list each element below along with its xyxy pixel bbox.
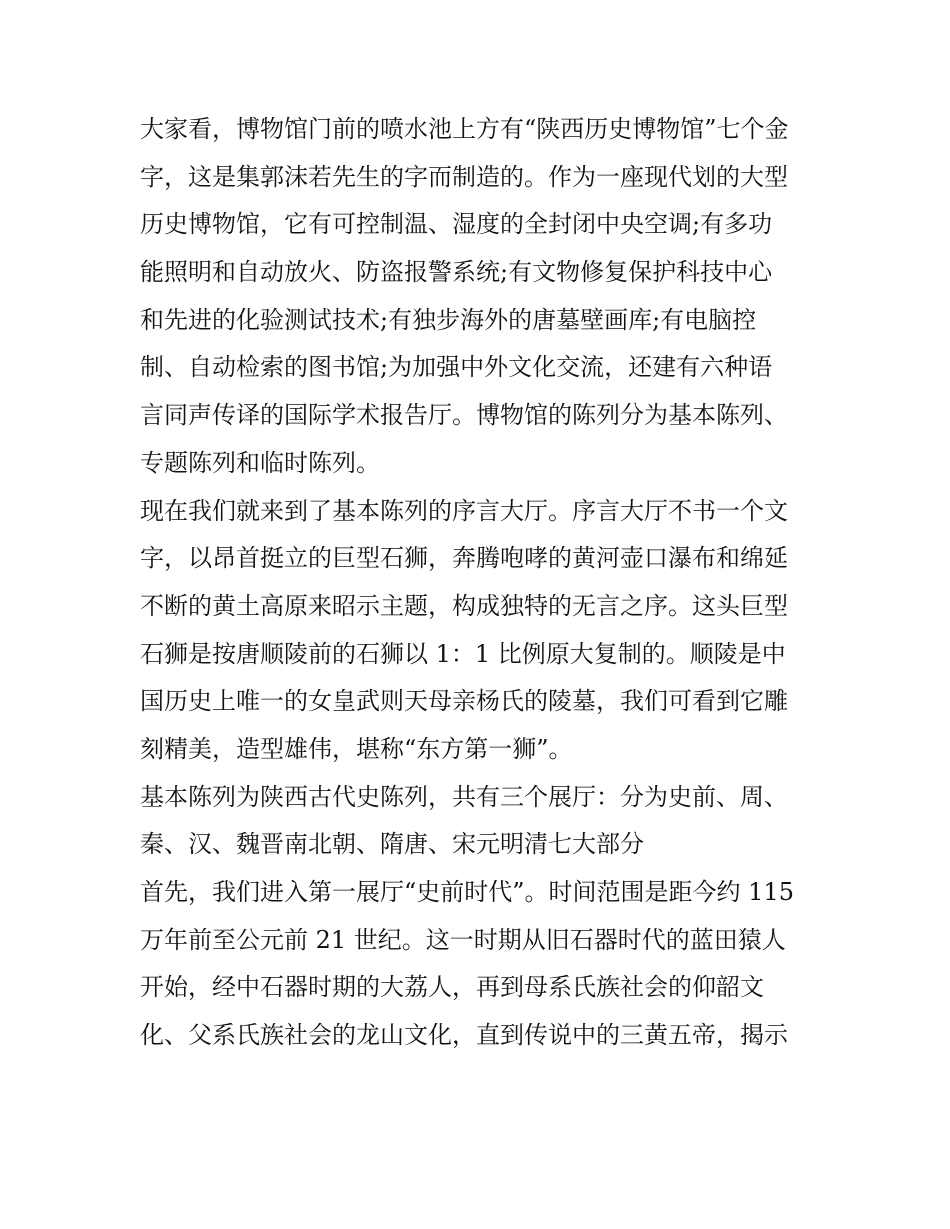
text-line: 大家看，博物馆门前的喷水池上方有“陕西历史博物馆”七个金 [140,115,789,143]
document-body [140,106,820,1060]
paragraph-preface-hall [140,488,820,774]
text-line: 字，这是集郭沫若先生的字而制造的。作为一座现代划的大型 [140,162,788,191]
text-line: 不断的黄土高原来昭示主题，构成独特的无言之序。这头巨型 [140,591,788,620]
text-line: 制、自动检索的图书馆;为加强中外文化交流，还建有六种语 [140,353,773,382]
text-line: 石狮是按唐顺陵前的石狮以 1：1 比例原大复制的。顺陵是中 [140,639,786,668]
text-line: 现在我们就来到了基本陈列的序言大厅。序言大厅不书一个文 [140,496,788,525]
text-line: 开始，经中石器时期的大荔人，再到母系氏族社会的仰韶文 [140,973,764,1002]
text-line: 基本陈列为陕西古代史陈列，共有三个展厅：分为史前、周、 [140,782,788,811]
paragraph-basic-exhibition [140,774,820,869]
text-line: 能照明和自动放火、防盗报警系统;有文物修复保护科技中心 [140,258,773,287]
text-line: 首先，我们进入第一展厅“史前时代”。时间范围是距今约 115 [140,878,794,906]
paragraph-prehistoric-hall [140,869,820,1060]
text-line: 专题陈列和临时陈列。 [140,448,380,477]
text-line: 国历史上唯一的女皇武则天母亲杨氏的陵墓，我们可看到它雕 [140,687,788,716]
text-line: 刻精美，造型雄伟，堪称“东方第一狮”。 [140,734,573,763]
text-line: 和先进的化验测试技术;有独步海外的唐墓壁画库;有电脑控 [140,305,757,334]
text-line: 秦、汉、魏晋南北朝、隋唐、宋元明清七大部分 [140,830,644,859]
text-line: 化、父系氏族社会的龙山文化，直到传说中的三黄五帝，揭示 [140,1021,788,1050]
text-line: 万年前至公元前 21 世纪。这一时期从旧石器时代的蓝田猿人 [140,925,786,954]
paragraph-museum-intro [140,106,820,488]
text-line: 言同声传译的国际学术报告厅。博物馆的陈列分为基本陈列、 [140,401,788,430]
text-line: 字，以昂首挺立的巨型石狮，奔腾咆哮的黄河壶口瀑布和绵延 [140,544,788,573]
text-line: 历史博物馆，它有可控制温、湿度的全封闭中央空调;有多功 [140,210,773,239]
